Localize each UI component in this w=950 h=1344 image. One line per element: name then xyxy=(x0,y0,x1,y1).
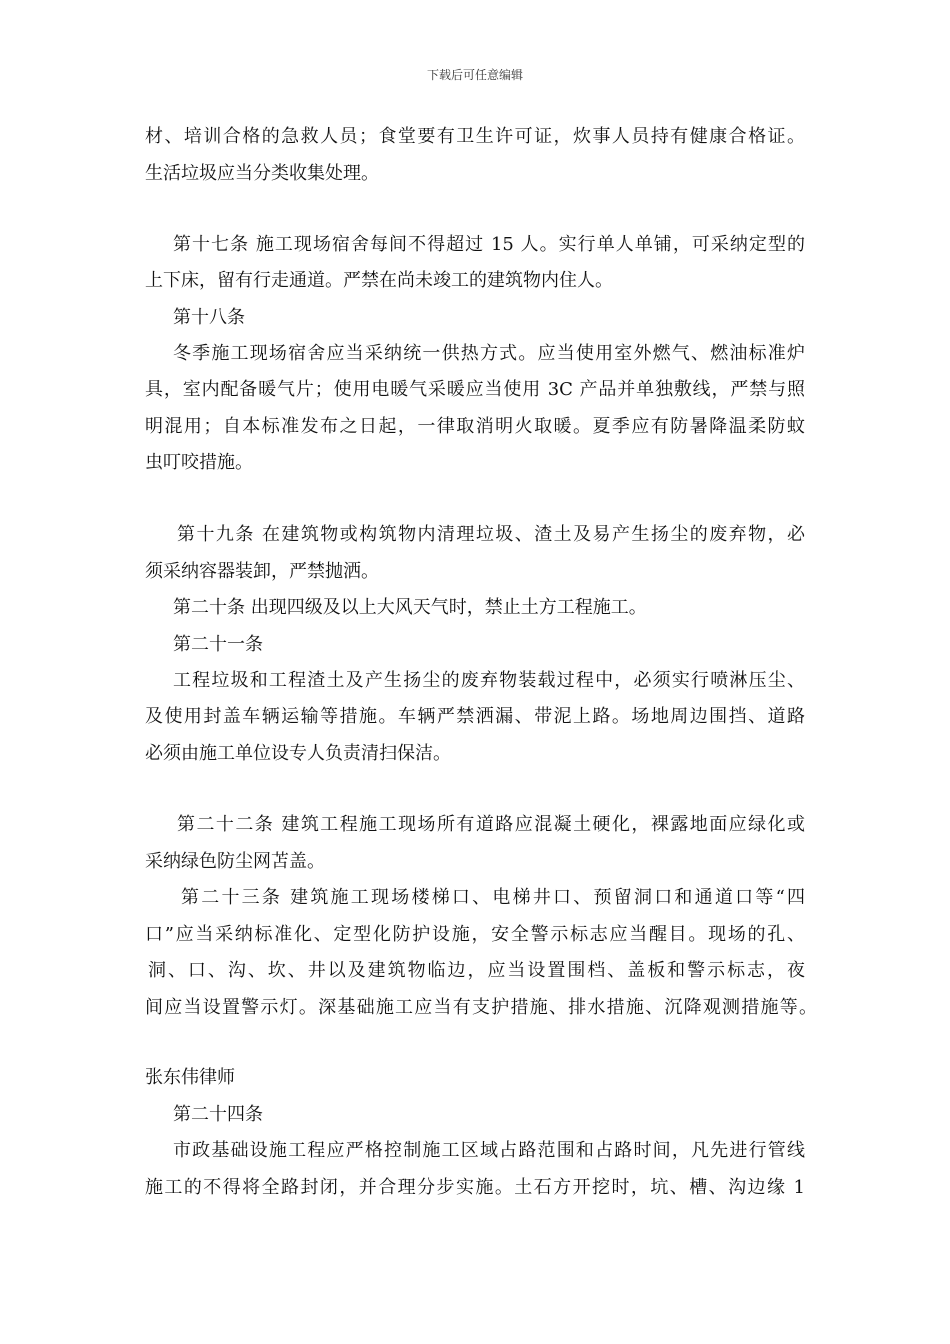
text-line: 间应当设置警示灯。深基础施工应当有支护措施、排水措施、沉降观测措施等。 xyxy=(145,997,817,1018)
page-header: 下载后可任意编辑 xyxy=(426,68,523,82)
text-line: 须采纳容器装卸，严禁抛洒。 xyxy=(145,561,379,582)
text-line: 市政基础设施工程应严格控制施工区域占路范围和占路时间，凡先进行管线 xyxy=(173,1140,805,1161)
text-line: 生活垃圾应当分类收集处理。 xyxy=(145,163,379,184)
text-line: 冬季施工现场宿舍应当采纳统一供热方式。应当使用室外燃气、燃油标准炉 xyxy=(173,343,805,364)
text-line: 第二十四条 xyxy=(173,1104,263,1125)
text-line: 第十九条 在建筑物或构筑物内清理垃圾、渣土及易产生扬尘的废弃物，必 xyxy=(177,524,805,545)
text-line: 具，室内配备暖气片；使用电暖气采暖应当使用 3C 产品并单独敷线，严禁与照 xyxy=(145,379,805,400)
text-line: 及使用封盖车辆运输等措施。车辆严禁洒漏、带泥上路。场地周边围挡、道路 xyxy=(145,706,805,727)
text-line: 采纳绿色防尘网苫盖。 xyxy=(145,851,325,872)
text-line: 第二十一条 xyxy=(173,634,263,655)
text-line: 第二十条 出现四级及以上大风天气时，禁止土方工程施工。 xyxy=(173,597,647,618)
text-line: 明混用；自本标准发布之日起，一律取消明火取暖。夏季应有防暑降温柔防蚊 xyxy=(145,416,805,437)
text-line: 材、培训合格的急救人员；食堂要有卫生许可证，炊事人员持有健康合格证。 xyxy=(145,126,805,147)
text-line: 施工的不得将全路封闭，并合理分步实施。土石方开挖时，坑、槽、沟边缘 1 xyxy=(145,1177,805,1198)
text-line: 口”应当采纳标准化、定型化防护设施，安全警示标志应当醒目。现场的孔、 xyxy=(145,924,805,945)
text-line: 必须由施工单位设专人负责清扫保洁。 xyxy=(145,743,451,764)
text-line: 虫叮咬措施。 xyxy=(145,452,253,473)
text-line: 第十八条 xyxy=(173,307,245,328)
text-line: 第十七条 施工现场宿舍每间不得超过 15 人。实行单人单铺，可采纳定型的 xyxy=(173,234,805,255)
text-line: 洞、口、沟、坎、井以及建筑物临边，应当设置围档、盖板和警示标志，夜 xyxy=(148,960,805,981)
text-line: 第二十三条 建筑施工现场楼梯口、电梯井口、预留洞口和通道口等“四 xyxy=(181,887,805,908)
text-line: 工程垃圾和工程渣土及产生扬尘的废弃物装载过程中，必须实行喷淋压尘、 xyxy=(173,670,805,691)
text-line: 第二十二条 建筑工程施工现场所有道路应混凝土硬化，裸露地面应绿化或 xyxy=(177,814,805,835)
text-line: 张东伟律师 xyxy=(145,1067,235,1088)
text-line: 上下床，留有行走通道。严禁在尚未竣工的建筑物内住人。 xyxy=(145,270,613,291)
